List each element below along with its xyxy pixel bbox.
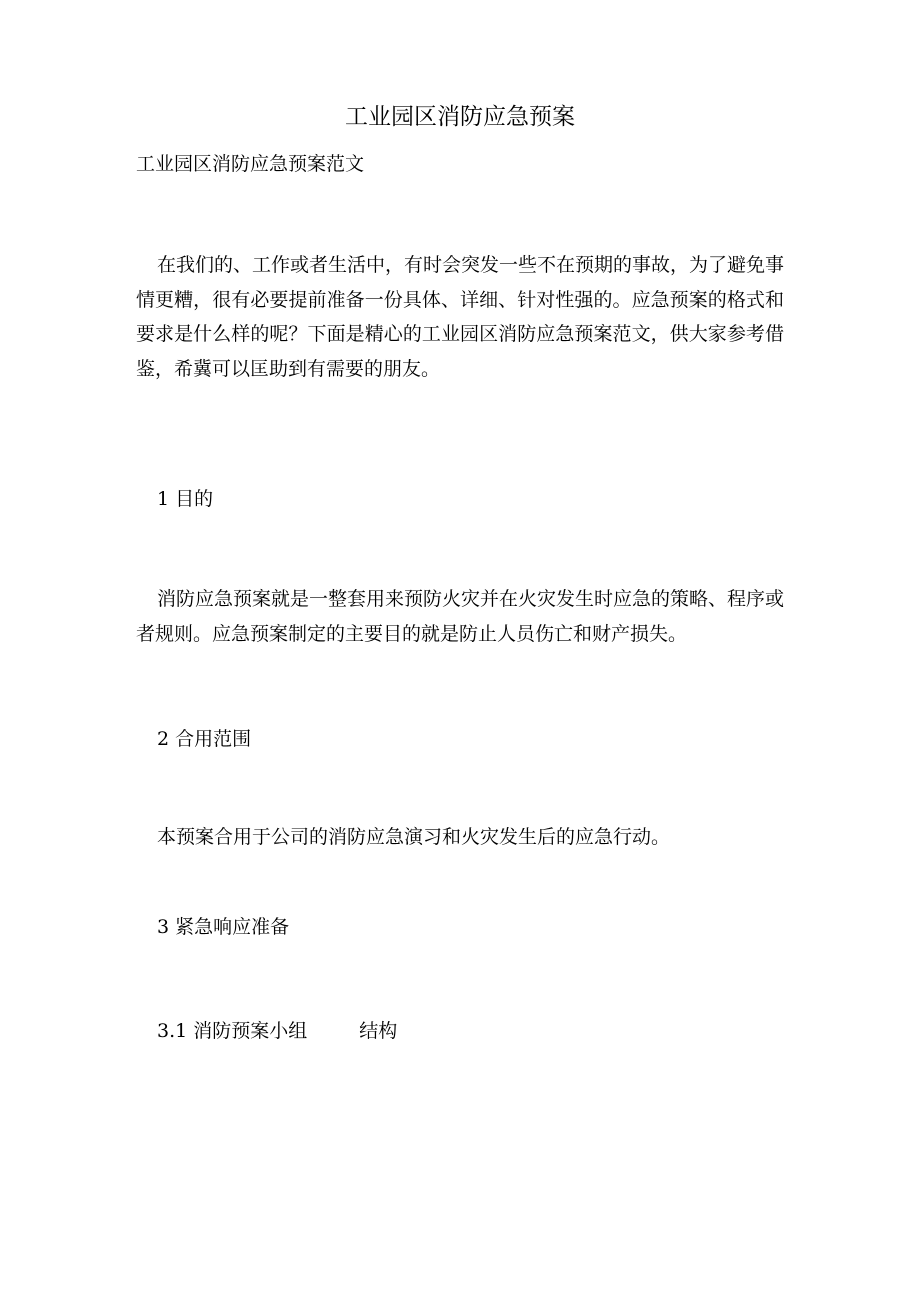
section-body-purpose: 消防应急预案就是一整套用来预防火灾并在火灾发生时应急的策略、程序或者规则。应急预案制定的主要目的就是防止人员伤亡和财产损失。 xyxy=(136,588,785,645)
subsection-heading-part1: 3.1 消防预案小组 xyxy=(157,1020,308,1042)
section-heading-purpose: 1 目的 xyxy=(157,488,214,510)
document-title: 工业园区消防应急预案 xyxy=(345,104,575,130)
section-heading-emergency-preparation: 3 紧急响应准备 xyxy=(157,916,290,938)
subsection-heading-part2: 结构 xyxy=(359,1020,398,1042)
subsection-heading-team-structure xyxy=(157,1014,397,1048)
section-body-scope: 本预案合用于公司的消防应急演习和火灾发生后的应急行动。 xyxy=(157,826,671,848)
document-subtitle: 工业园区消防应急预案范文 xyxy=(136,153,365,175)
section-heading-scope: 2 合用范围 xyxy=(157,728,252,750)
intro-paragraph: 在我们的、工作或者生活中，有时会突发一些不在预期的事故，为了避免事情更糟，很有必要提前准备一份具体、详细、针对性强的。应急预案的格式和要求是什么样的呢？下面是精心的工业园区消防应急预案范文，供大家参考借鉴，希冀可以匡助到有需要的朋友。 xyxy=(136,254,785,380)
